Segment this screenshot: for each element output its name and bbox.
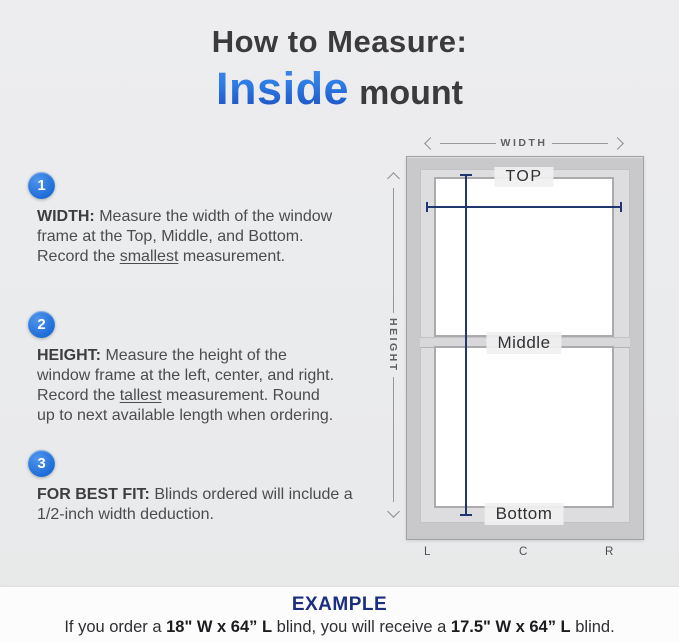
height-arrow-line [393,377,394,502]
step-3-body: Blinds ordered will include a 1/2-inch width deduction. [37,486,353,523]
step-1-number-badge: 1 [28,172,55,199]
step-2 [28,311,337,426]
page-title: How to Measure: [211,24,468,59]
page-subtitle [0,63,679,115]
width-arrow-label: WIDTH [500,137,548,149]
width-arrow-line [440,143,496,144]
label-bottom: Bottom [485,503,564,525]
example-ordered-size: 18" W x 64” L [166,618,273,636]
height-arrow-line [393,188,394,313]
width-dimension-arrow [426,136,622,150]
step-2-number-badge: 2 [28,311,55,338]
height-measure-line [465,174,467,516]
step-1-body: Measure the width of the window frame at the Top, Middle, and Bottom. Record the [37,208,333,265]
width-measure-line [426,206,622,208]
axis-label-center: C [519,546,529,558]
height-dimension-arrow [386,174,400,516]
example-suffix: blind. [570,618,615,636]
step-3 [28,450,373,525]
height-arrow-label: HEIGHT [387,317,399,373]
step-2-label: HEIGHT: [37,347,101,364]
subtitle-rest-mount: mount [359,74,463,112]
label-top: TOP [494,167,553,187]
example-prefix: If you order a [64,618,167,636]
axis-label-left: L [424,546,432,558]
step-2-body: Measure the height of the window frame at the left, center, and right. Record the [37,347,335,404]
step-1-label: WIDTH: [37,208,95,225]
step-2-body-end: measurement. Round up to next available length when ordering. [37,387,334,424]
example-sentence [0,618,679,637]
step-2-text [37,346,337,426]
window-lower-pane [434,346,614,508]
title-block [0,24,679,115]
arrow-left-chevron-icon [424,137,437,150]
arrow-right-chevron-icon [611,137,624,150]
step-1 [28,172,337,267]
window-upper-pane [434,177,614,337]
example-middle: blind, you will receive a [272,618,451,636]
step-3-label: FOR BEST FIT: [37,486,150,503]
subtitle-accent-inside: Inside [216,63,350,114]
label-middle: Middle [486,332,561,354]
step-3-text [37,485,373,525]
axis-label-right: R [605,546,615,558]
step-1-underlined-word: smallest [119,248,179,265]
example-footer [0,587,679,642]
example-heading: EXAMPLE [291,594,388,615]
arrow-up-chevron-icon [387,172,400,185]
step-1-text [37,207,337,267]
step-3-number-badge: 3 [28,450,55,477]
arrow-down-chevron-icon [387,505,400,518]
step-2-underlined-word: tallest [119,387,162,404]
width-arrow-line [552,143,608,144]
step-1-body-end: measurement. [178,248,286,265]
example-received-size: 17.5" W x 64” L [450,618,571,636]
